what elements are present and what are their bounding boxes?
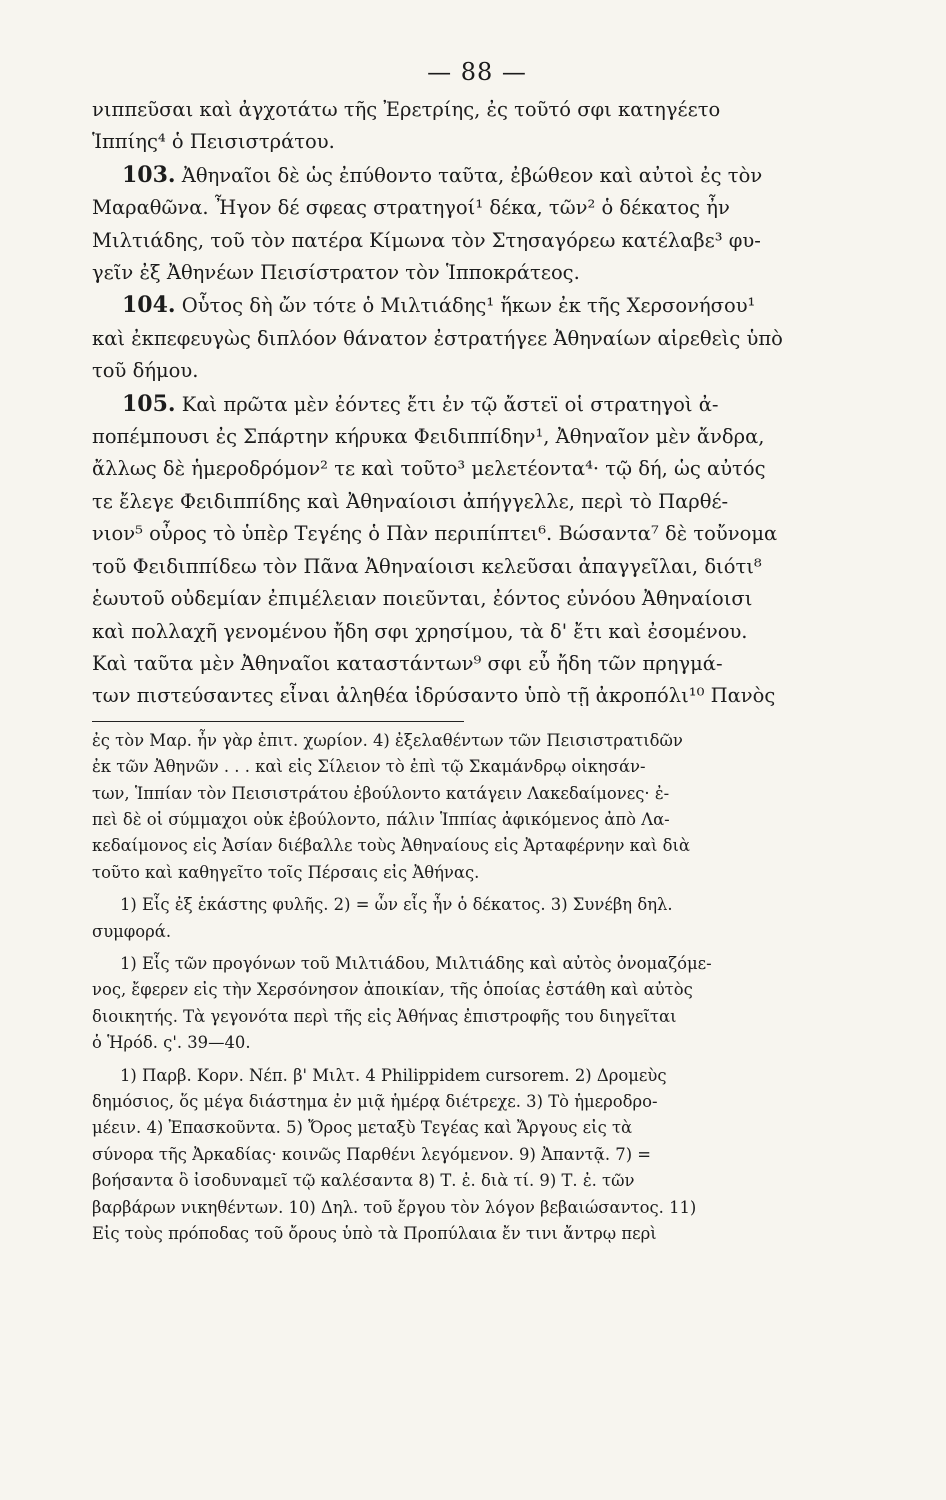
section-number-103: 103. (122, 161, 176, 188)
text-line: νιον⁵ οὖρος τὸ ὑπὲρ Τεγέης ὁ Πὰν περιπίπτει⁶. Βώσαντα⁷ δὲ τοὔνομα (92, 522, 778, 546)
text-line: Ἱππίης⁴ ὁ Πεισιστράτου. (92, 130, 335, 154)
text-line: Καὶ πρῶτα μὲν ἐόντες ἔτι ἐν τῷ ἄστεϊ οἱ στρατηγοὶ ἀ- (181, 392, 719, 416)
text-line: ἄλλως δὲ ἡμεροδρόμον² τε καὶ τοῦτο³ μελετέοντα⁴· τῷ δή, ὡς αὐτός (92, 457, 766, 481)
text-line: ἑωυτοῦ οὐδεμίαν ἐπιμέλειαν ποιεῦνται, ἐόντος εὐνόου Ἀθηναίοισι (92, 587, 753, 611)
text-line: τοῦ δήμου. (92, 359, 199, 383)
text-line: τε ἔλεγε Φειδιππίδης καὶ Ἀθηναίοισι ἀπήγγελλε, περὶ τὸ Παρθέ- (92, 489, 729, 513)
footnote-line: 1) Εἷς ἐξ ἑκάστης φυλῆς. 2) = ὧν εἷς ἦν ὁ δέκατος. 3) Συνέβη δηλ. (120, 895, 673, 915)
footnote-line: ἐκ τῶν Ἀθηνῶν . . . καὶ εἰς Σίλειον τὸ ἐπὶ τῷ Σκαμάνδρῳ οἰκησάν- (92, 757, 646, 777)
footnote-line: των, Ἱππίαν τὸν Πεισιστράτου ἐβούλοντο κατάγειν Λακεδαίμονες· ἐ- (92, 783, 670, 803)
text-line: καὶ πολλαχῆ γενομένου ἤδη σφι χρησίμου, τὰ δ' ἔτι καὶ ἐσομένου. (92, 619, 748, 643)
footnote-line: διοικητής. Τὰ γεγονότα περὶ τῆς εἰς Ἀθήνας ἐπιστροφῆς του διηγεῖται (92, 1006, 677, 1026)
footnote-line: τοῦτο καὶ καθηγεῖτο τοῖς Πέρσαις εἰς Ἀθήνας. (92, 862, 480, 882)
main-text (92, 94, 862, 713)
footnote-line: βαρβάρων νικηθέντων. 10) Δηλ. τοῦ ἔργου τὸν λόγον βεβαιώσαντος. 11) (92, 1197, 697, 1217)
footnote-line: συμφορά. (92, 921, 172, 941)
section-103-first-line (92, 159, 862, 192)
text-line: Οὗτος δὴ ὤν τότε ὁ Μιλτιάδης¹ ἥκων ἐκ τῆς Χερσονήσου¹ (181, 294, 756, 318)
footnote-divider (92, 721, 464, 722)
text-line: Μαραθῶνα. Ἦγον δέ σφεας στρατηγοί¹ δέκα, τῶν² ὁ δέκατος ἦν (92, 196, 730, 220)
text-line: Μιλτιάδης, τοῦ τὸν πατέρα Κίμωνα τὸν Στησαγόρεω κατέλαβε³ φυ- (92, 228, 761, 252)
footnote-line: Εἰς τοὺς πρόποδας τοῦ ὄρους ὑπὸ τὰ Προπύλαια ἔν τινι ἄντρῳ περὶ (92, 1224, 657, 1244)
footnote-line: μέειν. 4) Ἐπασκοῦντα. 5) Ὄρος μεταξὺ Τεγέας καὶ Ἄργους εἰς τὰ (92, 1118, 633, 1138)
text-line: γεῖν ἐξ Ἀθηνέων Πεισίστρατον τὸν Ἱπποκράτεος. (92, 261, 580, 285)
footnote-line: βοήσαντα ὃ ἰσοδυναμεῖ τῷ καλέσαντα 8) Τ. ἐ. διὰ τί. 9) Τ. ἐ. τῶν (92, 1171, 635, 1191)
footnote-line: δημόσιος, ὅς μέγα διάστημα ἐν μιᾷ ἡμέρᾳ διέτρεχε. 3) Τὸ ἡμεροδρο- (92, 1092, 658, 1111)
footnote-line: 1) Εἷς τῶν προγόνων τοῦ Μιλτιάδου, Μιλτιάδης καὶ αὐτὸς ὀνομαζόμε- (120, 953, 712, 973)
footnote-line: πεὶ δὲ οἱ σύμμαχοι οὐκ ἐβούλοντο, πάλιν Ἱππίας ἀφικόμενος ἀπὸ Λα- (92, 809, 670, 829)
section-104-first-line (92, 289, 862, 322)
text-line: των πιστεύσαντες εἶναι ἀληθέα ἱδρύσαντο ὑπὸ τῇ ἀκροπόλι¹⁰ Πανὸς (92, 684, 776, 708)
footnote-line: ἐς τὸν Μαρ. ἦν γὰρ ἐπιτ. χωρίον. 4) ἐξελαθέντων τῶν Πεισιστρατιδῶν (92, 730, 683, 750)
text-line: Καὶ ταῦτα μὲν Ἀθηναῖοι καταστάντων⁹ σφι εὖ ἤδη τῶν πρηγμά- (92, 651, 723, 675)
footnotes (92, 728, 862, 1248)
footnote-line: σύνορα τῆς Ἀρκαδίας· κοινῶς Παρθένι λεγόμενον. 9) Ἀπαντᾷ. 7) = (92, 1144, 652, 1164)
section-105-first-line (92, 388, 862, 421)
text-line: τοῦ Φειδιππίδεω τὸν Πᾶνα Ἀθηναίοισι κελεῦσαι ἀπαγγεῖλαι, διότι⁸ (92, 554, 762, 578)
text-line: νιππεῦσαι καὶ ἀγχοτάτω τῆς Ἐρετρίης, ἐς τοῦτό σφι κατηγέετο (92, 98, 721, 121)
section-number-104: 104. (122, 292, 176, 319)
book-page (92, 52, 862, 1472)
text-line: καὶ ἐκπεφευγὼς διπλόον θάνατον ἐστρατήγεε Ἀθηναίων αἱρεθεὶς ὑπὸ (92, 326, 783, 350)
footnote-line: κεδαίμονος εἰς Ἀσίαν διέβαλλε τοὺς Ἀθηναίους εἰς Ἀρταφέρνην καὶ διὰ (92, 836, 690, 856)
text-line: ποπέμπουσι ἐς Σπάρτην κήρυκα Φειδιππίδην¹, Ἀθηναῖον μὲν ἄνδρα, (92, 425, 765, 449)
footnote-line: ὁ Ἡρόδ. ς'. 39—40. (92, 1033, 251, 1053)
footnote-line: νος, ἔφερεν εἰς τὴν Χερσόνησον ἀποικίαν, τῆς ὁποίας ἐστάθη καὶ αὐτὸς (92, 980, 693, 1000)
section-number-105: 105. (122, 390, 176, 417)
page-number: — 88 — (427, 58, 527, 86)
footnote-line: 1) Παρβ. Κορν. Νέπ. β' Μιλτ. 4 Philippidem cursorem. 2) Δρομεὺς (120, 1065, 667, 1085)
text-line: Ἀθηναῖοι δὲ ὡς ἐπύθοντο ταῦτα, ἐβώθεον καὶ αὐτοὶ ἐς τὸν (181, 163, 763, 187)
